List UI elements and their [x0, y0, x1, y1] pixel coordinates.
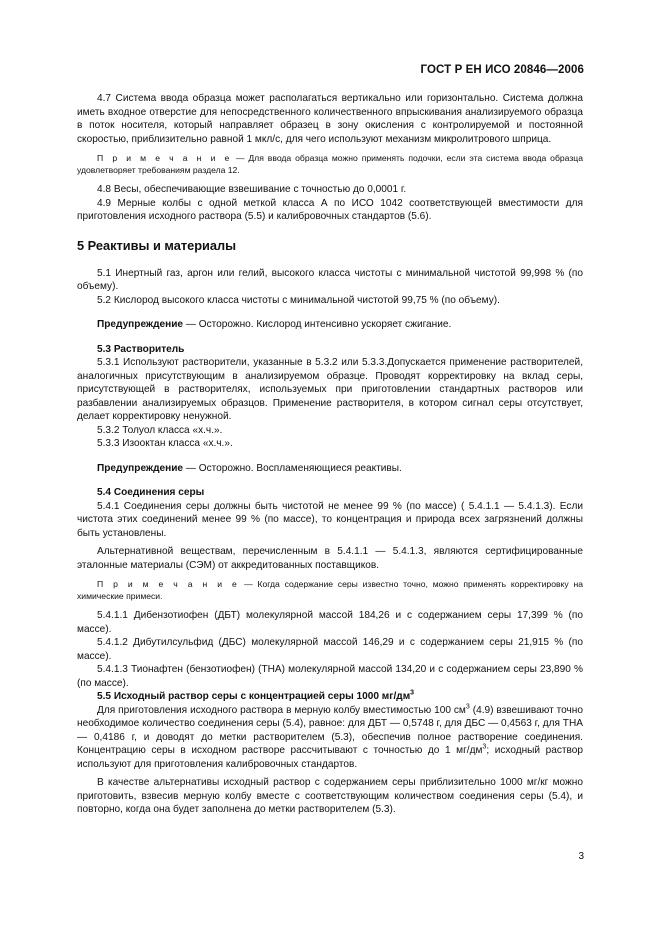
note-1 — [77, 153, 583, 176]
superscript-2: 3 — [482, 743, 487, 751]
heading-5-4: 5.4 Соединения серы — [97, 487, 205, 498]
paragraph-5-5-part-c: ; исходный раствор используют для приготовления калибровочных стандартов. — [77, 745, 584, 770]
paragraph-5-2: 5.2 Кислород высокого класса чистоты с минимальной чистотой 99,75 % (по объему). — [97, 294, 500, 306]
heading-5-3: 5.3 Растворитель — [97, 343, 185, 355]
heading-5-5 — [77, 690, 583, 704]
paragraph-4-9: 4.9 Мерные колбы с одной меткой класса А по ИСО 1042 соответствующей вместимости для приготовления исходного раствора (5.5) и калибровочных стандартов (5.6). — [77, 197, 583, 222]
warning-1-text: — Осторожно. Кислород интенсивно ускоряет сжигание. — [183, 319, 452, 330]
heading-5-5-text: 5.5 Исходный раствор серы с концентрацией серы 1000 мг/дм — [97, 691, 411, 702]
document-header: ГОСТ Р ЕН ИСО 20846—2006 — [420, 64, 584, 76]
page-number: 3 — [578, 851, 584, 862]
paragraph-5-4-1-2: 5.4.1.2 Дибутилсульфид (ДБС) молекулярной массой 146,29 и с содержанием серы 21,915 % (по массе). — [77, 637, 583, 662]
section-5-title: 5 Реактивы и материалы — [77, 237, 237, 253]
warning-label-2: Предупреждение — [97, 462, 184, 474]
paragraph-5-3-2: 5.3.2 Толуол класса «х.ч.». — [97, 424, 223, 436]
note-label: П р и м е ч а н и е — [97, 153, 232, 163]
note-label-2: П р и м е ч а н и е — [97, 579, 240, 589]
paragraph-5-5-part-a: Для приготовления исходного раствора в мерную колбу вместимостью 100 см — [97, 704, 466, 716]
superscript-1: 3 — [465, 703, 470, 711]
paragraph-4-8: 4.8 Весы, обеспечивающие взвешивание с точностью до 0,0001 г. — [97, 184, 407, 195]
paragraph-5-3-3: 5.3.3 Изооктан класса «х.ч.». — [97, 438, 233, 449]
paragraph-5-5 — [77, 704, 583, 772]
heading-5-5-superscript: 3 — [410, 689, 415, 697]
paragraph-5-4-1: 5.4.1 Соединения серы должны быть чистотой не менее 99 % (по массе) ( 5.4.1.1 — 5.4.1.3). Если чистота этих соединений менее 99 % (по массе), то концентрация и природа всех загрязнений должны быть установлены. — [77, 500, 583, 539]
warning-label: Предупреждение — [97, 319, 184, 330]
warning-2 — [77, 462, 583, 476]
paragraph-4-7: 4.7 Система ввода образца может располагаться вертикально или горизонтально. Система должна иметь входное отверстие для непосредственного количественного впрыскивания анализируемого образца в поток носителя, который направляет образец в зону окисления с контролируемой и постоянной скоростью, приблизительно равной 1 мкл/с, для чего используют механизм микролитрового шприца. — [77, 93, 583, 145]
paragraph-5-4-1-3: 5.4.1.3 Тионафтен (бензотиофен) (ТНА) молекулярной массой 134,20 и с содержанием серы 23,890 % (по массе). — [77, 664, 583, 689]
warning-1 — [77, 318, 583, 332]
paragraph-5-3-1: 5.3.1 Используют растворители, указанные в 5.3.2 или 5.3.3.Допускается применение растворителей, аналогичных присутствующим в анализируемом образце. Проводят корректировку на вклад серы, присутствующей в растворителях, используемых при приготовлении стандартных растворов или разбавлении анализируемых образцов. Применение растворителя, в котором сигнал серы отсутствует, делает корректировку ненужной. — [77, 357, 583, 422]
note-2 — [77, 579, 583, 602]
note-2-text: — Когда содержание серы известно точно, можно применять корректировку на химические примеси. — [77, 579, 583, 601]
warning-2-text: — Осторожно. Воспламеняющиеся реактивы. — [183, 462, 402, 474]
page-content — [77, 92, 583, 817]
paragraph-5-5-alternative: В качестве альтернативы исходный раствор с содержанием серы приблизительно 1000 мг/кг можно приготовить, взвесив мерную колбу вместе с соответствующим количеством соединения серы (5.4), и повторно, когда она будет заполнена до метки растворителем (5.3). — [77, 777, 583, 815]
paragraph-5-4-alternative: Альтернативной веществам, перечисленным в 5.4.1.1 — 5.4.1.3, являются сертифицированные эталонные материалы (СЭМ) от аккредитованных поставщиков. — [77, 546, 583, 571]
note-1-text: — Для ввода образца можно применять подочки, если эта система ввода образца удовлетворяет требованиям раздела 12. — [77, 153, 583, 175]
paragraph-5-1: 5.1 Инертный газ, аргон или гелий, высокого класса чистоты с минимальной чистотой 99,998 % (по объему). — [77, 267, 583, 292]
paragraph-5-5-part-b: (4.9) взвешивают точно необходимое количество соединения серы (5.4), равное: для ДБТ — 0,5748 г, для ДБС — 0,4563 г, для ТНА — 0,4186 г, и доводят до метки растворителем (5.3), обеспечив полное растворение соединения. Концентрацию серы в исходном растворе рассчитывают с точностью до 1 мг/дм — [77, 704, 583, 756]
paragraph-5-4-1-1: 5.4.1.1 Дибензотиофен (ДБТ) молекулярной массой 184,26 и с содержанием серы 17,399 % (по массе). — [77, 610, 583, 635]
